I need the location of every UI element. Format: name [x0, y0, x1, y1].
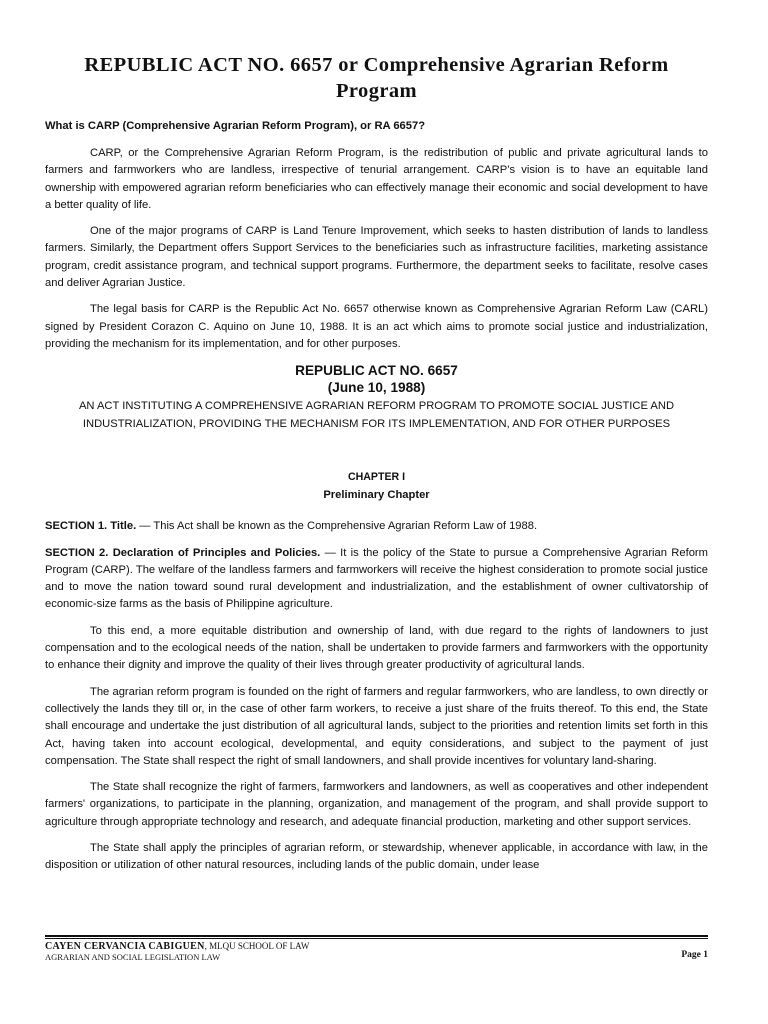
document-title: REPUBLIC ACT NO. 6657 or Comprehensive Agrarian Reform Program	[84, 54, 669, 102]
section-2-label: SECTION 2. Declaration of Principles and Policies.	[45, 546, 321, 559]
act-heading: REPUBLIC ACT NO. 6657	[295, 363, 458, 379]
chapter-number: CHAPTER I	[347, 471, 406, 484]
section-2-paragraph-2: The agrarian reform program is founded on the right of farmers and regular farmworkers, who are landless, to own directly or collectively the lands they till or, in the case of other farm workers, to receive a just share of the fruits thereof. To this end, the State shall encourage and undertake the just distribution of all agricultural lands, subject to the priorities and retention limits set forth in this Act, having taken into account ecological, developmental, and equity considerations, and subject to the payment of just compensation. The State shall respect the right of small landowners, and shall provide incentives for voluntary land-sharing.	[45, 685, 708, 767]
footer-author: CAYEN CERVANCIA CABIGUEN	[45, 941, 205, 952]
footer-school: , MLQU SCHOOL OF LAW	[204, 941, 310, 951]
section-2-paragraph-1: To this end, a more equitable distribution and ownership of land, with due regard to the rights of landowners to just compensation and to the ecological needs of the nation, shall be undertaken to provide farmers and farmworkers with the opportunity to enhance their dignity and improve the quality of their lives through greater productivity of agricultural lands.	[45, 624, 708, 672]
question-heading: What is CARP (Comprehensive Agrarian Reform Program), or RA 6657?	[45, 120, 426, 132]
footer-divider-thin	[45, 938, 708, 939]
intro-paragraph-2: One of the major programs of CARP is Land Tenure Improvement, which seeks to hasten distribution of lands to landless farmers. Similarly, the Department offers Support Services to the beneficiaries such as infrastructure facilities, marketing assistance program, credit assistance program, and technical support programs. Furthermore, the department seeks to facilitate, resolve cases and deliver Agrarian Justice.	[45, 225, 708, 290]
section-1	[45, 518, 708, 535]
intro-paragraph-3: The legal basis for CARP is the Republic Act No. 6657 otherwise known as Comprehensive Agrarian Reform Law (CARL) signed by President Corazon C. Aquino on June 10, 1988. It is an act which aims to promote social justice and industrialization, providing the mechanism for its implementation, and for other purposes.	[45, 303, 708, 350]
section-2-paragraph-4: The State shall apply the principles of agrarian reform, or stewardship, whenever applicable, in accordance with law, in the disposition or utilization of other natural resources, including lands of the public domain, under lease	[45, 842, 708, 872]
section-1-text: — This Act shall be known as the Comprehensive Agrarian Reform Law of 1988.	[136, 520, 538, 533]
intro-paragraph-1: CARP, or the Comprehensive Agrarian Reform Program, is the redistribution of public and private agricultural lands to farmers and farmworkers who are landless, irrespective of tenurial arrangement. CARP’s vision is to have an equitable land ownership with empowered agrarian reform beneficiaries who can effectively manage their economic and social development to have a better quality of life.	[45, 147, 708, 211]
footer-course: AGRARIAN AND SOCIAL LEGISLATION LAW	[45, 952, 221, 962]
page-number: Page 1	[681, 950, 708, 960]
act-date: (June 10, 1988)	[327, 380, 426, 396]
document-body	[45, 52, 708, 884]
section-2	[45, 545, 708, 614]
section-2-paragraph-3: The State shall recognize the right of farmers, farmworkers and landowners, as well as cooperatives and other independent farmers' organizations, to participate in the planning, organization, and management of the program, and shall provide support to agriculture through appropriate technology and research, and adequate financial production, marketing and other support services.	[45, 781, 708, 828]
section-2-text: — It is the policy of the State to pursue a Comprehensive Agrarian Reform Program (CARP). The welfare of the landless farmers and farmworkers will receive the highest consideration to promote social justice and to move the nation toward sound rural development and industrialization, and the establishment of owner cultivatorship of economic-size farms as the basis of Philippine agriculture.	[45, 546, 708, 611]
footer-divider-thick	[45, 935, 708, 937]
act-description: AN ACT INSTITUTING A COMPREHENSIVE AGRARIAN REFORM PROGRAM TO PROMOTE SOCIAL JUSTICE AND INDUSTRIALIZATION, PROVIDING THE MECHANISM FOR ITS IMPLEMENTATION, AND FOR OTHER PURPOSES	[78, 400, 675, 431]
section-1-label: SECTION 1. Title.	[45, 520, 137, 533]
chapter-title: Preliminary Chapter	[323, 489, 430, 502]
